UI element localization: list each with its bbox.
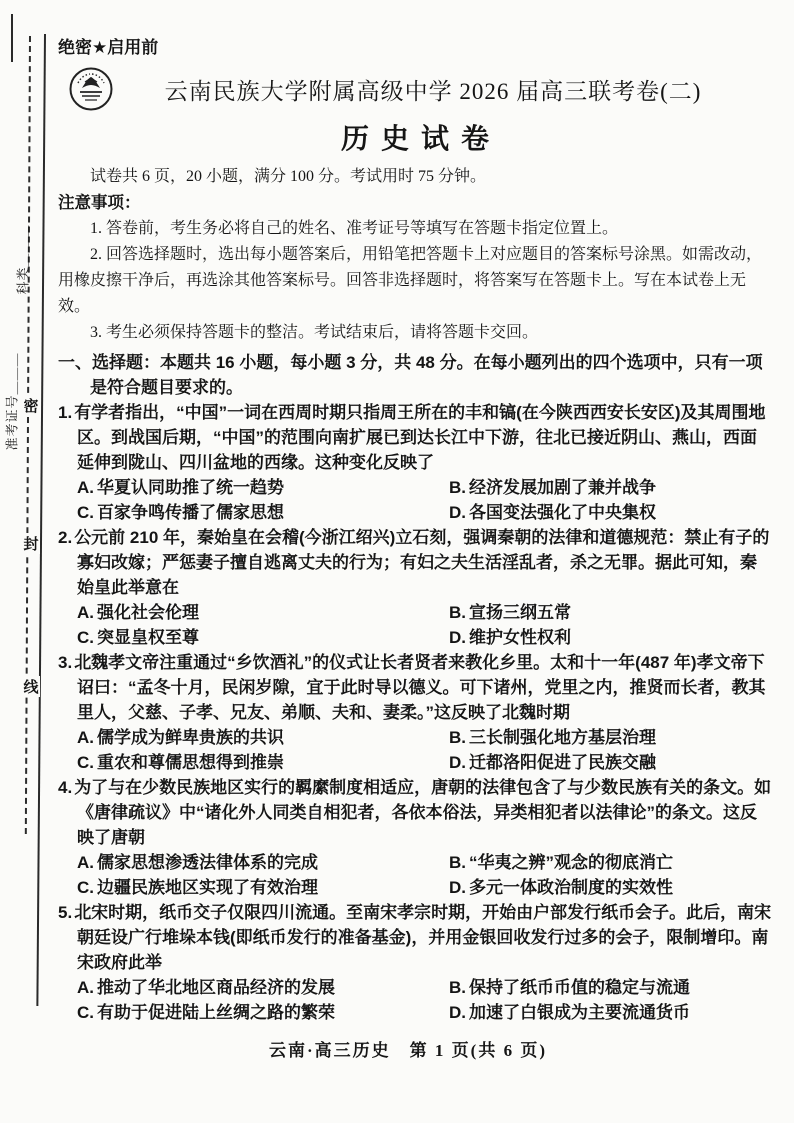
option-label: B. [449,603,466,622]
option-d [449,875,772,900]
question-3 [58,650,772,775]
option-b [449,600,772,625]
option-text: 百家争鸣传播了儒家思想 [97,503,284,522]
question-options [58,975,772,1025]
option-b [449,975,772,1000]
question-stem-text: 北宋时期，纸币交子仅限四川流通。至南宋孝宗时期，开始由户部发行纸币会子。此后，南宋朝廷设广行堆垛本钱(即纸币发行的准备基金)，并用金银回收发行过多的会子，限制增印。南宋政府此举 [74,903,772,972]
option-b [449,725,772,750]
option-c [77,875,449,900]
page-border-line [36,34,46,1006]
option-label: D. [449,503,466,522]
option-label: C. [77,503,94,522]
option-label: A. [77,978,94,997]
option-text: 迁都洛阳促进了民族交融 [469,753,656,772]
question-stem-text: 为了与在少数民族地区实行的羁縻制度相适应，唐朝的法律包含了与少数民族有关的条文。如《唐律疏议》中“诸化外人同类自相犯者，各依本俗法，异类相犯者以法律论”的条文。这反映了唐朝 [74,778,772,847]
exam-number-field: 准考证号＿＿＿ [4,352,20,451]
seal-char-feng: 封 [22,533,40,554]
option-text: 各国变法强化了中央集权 [469,503,656,522]
section-title-choice: 一、选择题：本题共 16 小题，每小题 3 分，共 48 分。在每小题列出的四个选项中，只有一项是符合题目要求的。 [58,353,763,397]
question-number: 3. [58,653,73,672]
option-text: 保持了纸币币值的稳定与流通 [469,978,690,997]
partial-field-underline [11,14,13,62]
option-text: 儒学成为鲜卑贵族的共识 [97,728,284,747]
question-1 [58,400,772,525]
option-text: 华夏认同助推了统一趋势 [97,478,284,497]
option-text: 重农和尊儒思想得到推崇 [97,753,284,772]
question-5 [58,900,772,1025]
question-stem-text: 有学者指出，“中国”一词在西周时期只指周王所在的丰和镐(在今陕西西安长安区)及其周围地区。到战国后期，“中国”的范围向南扩展已到达长江中下游，往北已接近阴山、燕山，西面延伸到陇山、四川盆地的西缘。这种变化反映了 [74,403,766,472]
option-text: 维护女性权利 [469,628,571,647]
option-label: C. [77,753,94,772]
option-a [77,725,449,750]
question-stem-text: 北魏孝文帝注重通过“乡饮酒礼”的仪式让长者贤者来教化乡里。太和十一年(487 年)孝文帝下诏曰：“孟冬十月，民闲岁隙，宜于此时导以德义。可下诸州，党里之内，推贤而长者，教其里人，父慈、子孝、兄友、弟顺、夫和、妻柔。”这反映了北魏时期 [74,653,766,722]
question-number: 2. [58,528,73,547]
option-label: A. [77,853,94,872]
option-c [77,625,449,650]
notice-title: 注意事项： [58,194,141,212]
question-number: 4. [58,778,73,797]
seal-char-xian: 线 [22,676,40,697]
option-label: C. [77,628,94,647]
question-options [58,475,772,525]
option-text: 多元一体政治制度的实效性 [469,878,673,897]
question-2 [58,525,772,650]
seal-char-mi: 密 [22,395,40,416]
classification-label: 绝密★启用前 [58,38,159,57]
option-label: D. [449,628,466,647]
option-text: 推动了华北地区商品经济的发展 [97,978,335,997]
option-text: 儒家思想渗透法律体系的完成 [97,853,318,872]
question-options [58,725,772,775]
question-stem [58,650,772,725]
notice-item-1: 1. 答卷前，考生务必将自己的姓名、准考证号等填写在答题卡指定位置上。 [90,220,619,237]
question-number: 5. [58,903,73,922]
option-text: 经济发展加剧了兼并战争 [469,478,656,497]
option-a [77,850,449,875]
option-text: 边疆民族地区实现了有效治理 [97,878,318,897]
option-c [77,750,449,775]
question-stem-text: 公元前 210 年，秦始皇在会稽(今浙江绍兴)立石刻，强调秦朝的法律和道德规范：禁止有子的寡妇改嫁；严惩妻子擅自逃离丈夫的行为；有妇之夫生活淫乱者，杀之无罪。据此可知，秦始皇此举意在 [74,528,770,597]
option-b [449,475,772,500]
option-label: C. [77,1003,94,1022]
option-label: B. [449,728,466,747]
notice-item-2: 2. 回答选择题时，选出每小题答案后，用铅笔把答题卡上对应题目的答案标号涂黑。如需改动，用橡皮擦干净后，再选涂其他答案标号。回答非选择题时，将答案写在答题卡上。写在本试卷上无效。 [58,246,763,315]
option-a [77,975,449,1000]
option-a [77,475,449,500]
question-stem [58,400,772,475]
option-label: D. [449,878,466,897]
option-b [449,850,772,875]
option-label: D. [449,1003,466,1022]
option-label: B. [449,853,466,872]
question-options [58,600,772,650]
option-c [77,500,449,525]
option-label: D. [449,753,466,772]
option-label: A. [77,478,94,497]
page-footer: 云南·高三历史 第 1 页(共 6 页) [269,1041,547,1060]
option-label: A. [77,603,94,622]
option-d [449,750,772,775]
notice-item-3: 3. 考生必须保持答题卡的整洁。考试结束后，请将答题卡交回。 [90,324,539,341]
question-number: 1. [58,403,73,422]
exam-content [58,36,772,1025]
option-label: B. [449,978,466,997]
option-text: 三长制强化地方基层治理 [469,728,656,747]
option-text: “华夷之辨”观念的彻底消亡 [469,853,673,872]
question-4 [58,775,772,900]
option-label: C. [77,878,94,897]
question-stem [58,775,772,850]
seal-dashed-line [25,36,31,834]
option-text: 强化社会伦理 [97,603,199,622]
paper-title: 历史试卷 [340,124,501,155]
option-c [77,1000,449,1025]
option-label: A. [77,728,94,747]
option-d [449,1000,772,1025]
option-label: B. [449,478,466,497]
option-text: 突显皇权至尊 [97,628,199,647]
exam-meta: 试卷共 6 页，20 小题，满分 100 分。考试用时 75 分钟。 [90,168,487,185]
question-options [58,850,772,900]
option-text: 有助于促进陆上丝绸之路的繁荣 [97,1003,335,1022]
option-text: 加速了白银成为主要流通货币 [469,1003,690,1022]
option-d [449,625,772,650]
title-row [58,64,772,114]
option-text: 宣扬三纲五常 [469,603,571,622]
option-a [77,600,449,625]
question-stem [58,525,772,600]
option-d [449,500,772,525]
subject-category-field: 科类＿＿＿ [15,224,31,295]
question-stem [58,900,772,975]
school-exam-title: 云南民族大学附属高级中学 2026 届高三联考卷(二) [164,78,702,104]
school-seal-icon [68,66,114,112]
